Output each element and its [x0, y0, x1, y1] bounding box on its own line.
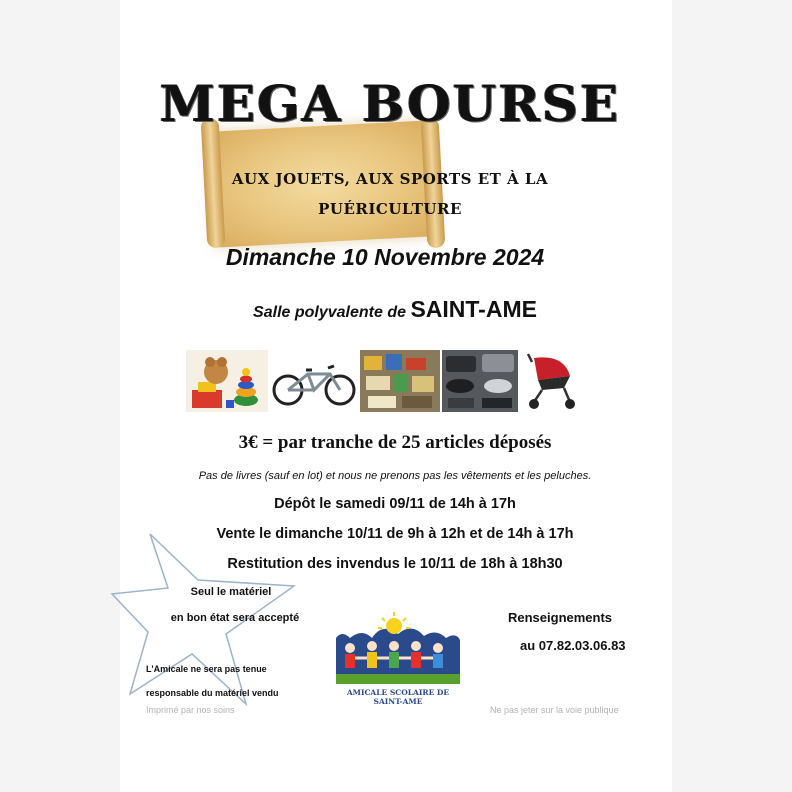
- event-venue: [140, 296, 650, 323]
- logo-caption: AMICALE SCOLAIRE DE SAINT-AME: [346, 688, 450, 706]
- toys-photo: [186, 350, 268, 412]
- contact-phone: au 07.82.03.06.83: [520, 638, 626, 653]
- printed-by-note: Imprimé par nos soins: [146, 705, 235, 715]
- do-not-litter-note: Ne pas jeter sur la voie publique: [490, 705, 619, 715]
- poster-title: MEGA BOURSE: [159, 74, 621, 133]
- contact-label: Renseignements: [508, 610, 613, 625]
- school-logo: [332, 612, 464, 688]
- star-text-line-1: Seul le matériel: [190, 586, 272, 598]
- stroller-photo: [524, 350, 580, 412]
- bicycle-photo: [270, 350, 358, 412]
- games-photo: [360, 350, 440, 412]
- event-date: Dimanche 10 Novembre 2024: [225, 244, 545, 270]
- subtitle-line-2: PUÉRICULTURE: [318, 200, 462, 218]
- schedule-return: Restitution des invendus le 10/11 de 18h à 18h30: [227, 556, 563, 572]
- schedule-sale: Vente le dimanche 10/11 de 9h à 12h et de 14h à 17h: [216, 526, 574, 542]
- consoles-photo: [442, 350, 518, 412]
- subtitle-line-1: AUX JOUETS, AUX SPORTS ET À LA: [231, 170, 549, 188]
- venue-name: SAINT-AME: [410, 296, 537, 322]
- schedule-deposit: Dépôt le samedi 09/11 de 14h à 17h: [274, 496, 516, 512]
- disclaimer-line-2: responsable du matériel vendu: [146, 688, 279, 698]
- poster-subtitle: [190, 164, 590, 224]
- venue-prefix: Salle polyvalente de: [253, 304, 406, 321]
- disclaimer-line-1: L'Amicale ne sera pas tenue: [146, 664, 267, 674]
- exclusion-note: Pas de livres (sauf en lot) et nous ne prenons pas les vêtements et les peluches.: [198, 470, 592, 482]
- star-text-line-2: en bon état sera accepté: [170, 612, 300, 624]
- price-info: 3€ = par tranche de 25 articles déposés: [238, 432, 552, 453]
